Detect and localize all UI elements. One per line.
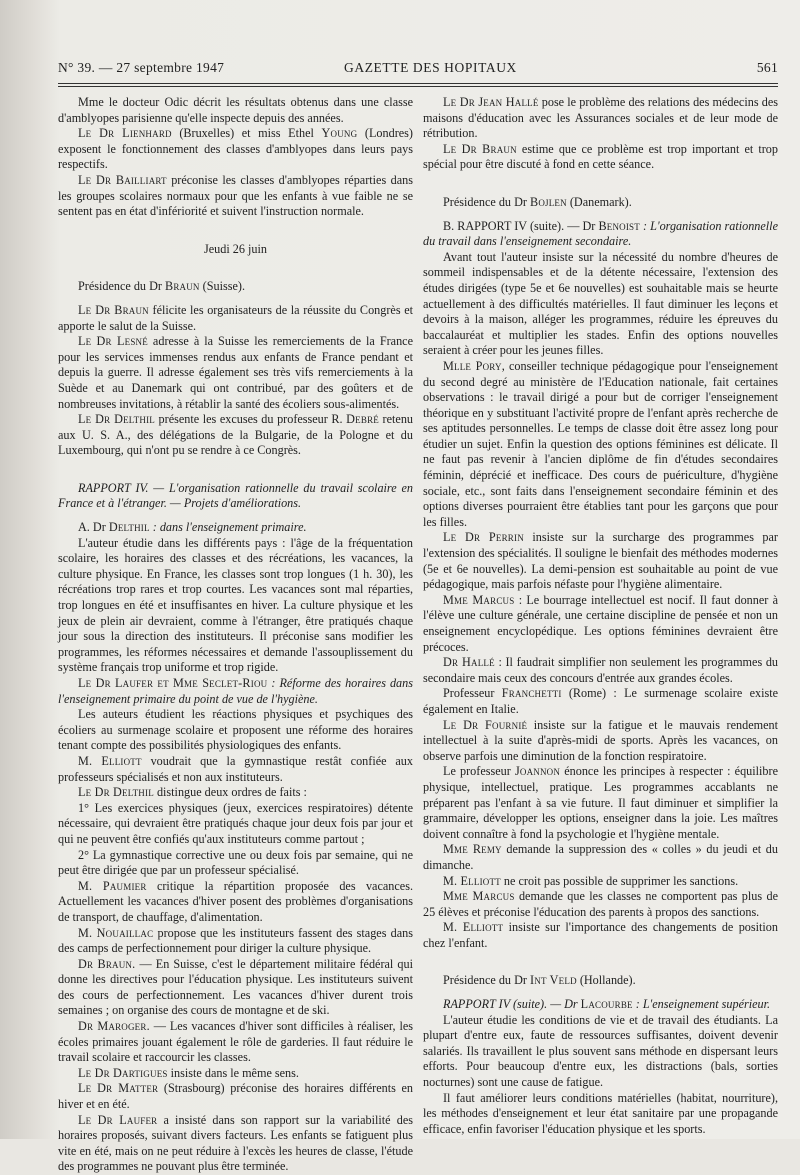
paragraph: Mme le docteur Odic décrit les résultats obtenus dans une classe d'amblyopes parisienne qu'elle inspecte depuis des années.: [58, 95, 413, 125]
paragraph: Le Dr Laufer a insisté dans son rapport sur la variabilité des horaires proposés, suivant divers facteurs. Les enfants se fatiguent plus vite en été, mais on ne peut réduire à l'excès les heures de classe, l'étude des programmes ne pouvant plus être terminée.: [58, 1112, 413, 1174]
speaker-name: Mme Marcus: [443, 889, 515, 904]
paragraph: Mme Remy demande la suppression des « colles » du jeudi et du dimanche.: [423, 842, 778, 872]
speaker-name: Debré: [346, 412, 379, 427]
speaker-name: M. Paumier: [78, 878, 147, 893]
paragraph: M. Elliott insiste sur l'importance des changements de position chez l'enfant.: [423, 920, 778, 950]
speaker-name: Le Dr Bailliart: [78, 172, 167, 187]
speaker-name: Mme Marcus: [443, 592, 515, 607]
paragraph: Le Dr Lienhard (Bruxelles) et miss Ethel Young (Londres) exposent le fonctionnement des classes d'amblyopes dans leurs pays respectifs.: [58, 126, 413, 172]
paragraph: Dr Maroger. — Les vacances d'hiver sont difficiles à réaliser, les écoles primaires jouant également le rôle de garderies. Il faut réduire le travail scolaire et raccourcir les classes.: [58, 1019, 414, 1065]
paragraph: Professeur Franchetti (Rome) : Le surmenage scolaire existe également en Italie.: [423, 686, 778, 716]
speaker-name: Le Dr Delthil: [78, 785, 154, 800]
speaker-name: M. Elliott: [78, 753, 142, 768]
paragraph: M. Paumier critique la répartition proposée des vacances. Actuellement les vacances d'hiver posent des problèmes d'organisations de transport, de chauffage, d'alimentation.: [58, 878, 413, 924]
left-column: [58, 95, 413, 1175]
speaker-name: Mlle Pory: [443, 358, 502, 373]
subsection-heading: A. Dr Delthil : dans l'enseignement primaire.: [78, 520, 307, 535]
speaker-name: Franchetti: [501, 686, 562, 701]
paragraph: L'auteur étudie les conditions de vie et de travail des étudiants. La plupart d'entre eux, faute de ressources suffisantes, doivent devenir salariés. Ils travaillent le plus souvent sans méthode en dispersant leurs efforts. Pour beaucoup d'entre eux, les distractions (bals, sorties nocturnes) sont une cause de fatigue.: [423, 1012, 778, 1090]
paragraph: Le Dr Laufer et Mme Seclet-Riou : Réforme des horaires dans l'enseignement primaire du point de vue de l'hygiène.: [58, 676, 413, 706]
speaker-name: M. Elliott: [443, 920, 504, 935]
paragraph: Le Dr Perrin insiste sur la surcharge des programmes par l'extension des spécialités. Il souligne le bienfait des méthodes modernes (5e et 6e nouvelles). La demi-pension est souhaitable au point de vue pédagogique, mais parfois néfaste pour l'hygiène alimentaire.: [423, 530, 778, 592]
speaker-name: Le Dr Delthil: [78, 412, 155, 427]
paragraph: Le professeur Joannon énonce les principes à respecter : équilibre physique, intellectuel, pratique. Les programmes accablants ne préparent pas l'enfant à sa vie future. Il faut diminuer et simplifier la grammaire, développer les options, enseigner dans la joie. Les maîtres doivent connaître à fond la psychologie et l'hygiène mentale.: [423, 764, 778, 841]
presidency-line: Présidence du Dr Braun (Suisse).: [78, 279, 245, 294]
paragraph: Il faut améliorer leurs conditions matérielles (habitat, nourriture), les méthodes d'enseignement et leur état sanitaire par une propagande efficace, enfin favoriser l'éducation physique et les sports.: [423, 1090, 778, 1136]
paragraph: Le Dr Braun félicite les organisateurs de la réussite du Congrès et apporte le salut de la Suisse.: [58, 302, 414, 333]
paragraph: 2° La gymnastique corrective une ou deux fois par semaine, qui ne peut être dirigée que par un professeur spécialisé.: [58, 847, 413, 878]
speaker-name: Le Dr Perrin: [443, 530, 524, 545]
paragraph: Le Dr Braun estime que ce problème est trop important et trop spécial pour être discuté à fond en cette séance.: [423, 141, 778, 172]
paragraph: Dr Hallé : Il faudrait simplifier non seulement les programmes du secondaire mais ceux des concours d'entrée aux grandes écoles.: [423, 655, 779, 685]
paragraph: Le Dr Delthil présente les excuses du professeur R. Debré retenu aux U. S. A., des délégations de la Bulgarie, de la Pologne et du Luxembourg, qui n'ont pu se rendre à ce Congrès.: [58, 412, 414, 458]
running-header: [58, 58, 778, 80]
speaker-name: Joannon: [514, 764, 561, 779]
speaker-name: Dr Hallé: [443, 655, 495, 670]
paragraph: Mlle Pory, conseiller technique pédagogique pour l'enseignement du second degré au ministère de l'Education nationale, fait certaines observations : le travail dirigé a pour but de corriger l'enseignement théorique en y substituant l'activité propre de l'enfant après recherche de ses aptitudes personnelles. Le temps de classe doit être assez long pour étudier un sujet. Enfin la question des options féminines est délicate. Il ne faut pas revenir à l'ancien diplôme de fin d'études secondaires féminin, déprécié et inefficace. Des cours de puériculture, d'hygiène sociale, etc., sont faits dans l'enseignement secondaire féminin et des options diverses pourraient être établies tant pour les garçons que pour les filles.: [423, 358, 778, 529]
speaker-name: M. Elliott: [443, 873, 501, 888]
speaker-name: Le Dr Braun: [443, 141, 517, 156]
speaker-name: M. Nouaillac: [78, 925, 154, 940]
report-heading: RAPPORT IV. — L'organisation rationnelle du travail scolaire en France et à l'étranger. — Projets d'améliorations.: [58, 480, 413, 511]
paragraph: Les auteurs étudient les réactions physiques et psychiques des écoliers au surmenage scolaire et proposent une réforme des horaires tenant compte des possibilités physiologiques des enfants.: [58, 707, 413, 753]
header-rule-thin: [58, 86, 778, 87]
subsection-heading: RAPPORT IV (suite). — Dr Lacourbe : L'enseignement supérieur.: [443, 997, 771, 1012]
right-column: [423, 95, 778, 1137]
speaker-name: Le Dr Braun: [78, 302, 149, 317]
speaker-name: Le Dr Matter: [78, 1081, 159, 1096]
speaker-name: Dr Maroger.: [78, 1019, 150, 1034]
paragraph: Le Dr Matter (Strasbourg) préconise des horaires différents en hiver et en été.: [58, 1081, 413, 1112]
speaker-name: Le Dr Lesné: [78, 334, 148, 349]
paragraph: M. Elliott ne croit pas possible de supprimer les sanctions.: [443, 873, 739, 888]
paragraph: Le Dr Dartigues insiste dans le même sens.: [78, 1065, 299, 1080]
paragraph: Avant tout l'auteur insiste sur la nécessité du nombre d'heures de sommeil indispensables et de la détente nécessaire, l'extension des études dirigées (type 5e et 6e nouvelles) est souhaitable mais se heurte actuellement à des difficultés matérielles. Il faut diminuer les leçons et devoirs à la maison, alléger les programmes, réduire les épreuves du baccalauréat et multiplier les stades. Enfin des options nouvelles seraient à créer pour les jeunes filles.: [423, 249, 778, 358]
paragraph: 1° Les exercices physiques (jeux, exercices respiratoires) détente nécessaire, qui devraient être pratiqués chaque jour deux fois par jour et qui ne peuvent être confiés qu'aux instituteurs comme partout ;: [58, 800, 413, 846]
paragraph: Le Dr Bailliart préconise les classes d'amblyopes réparties dans les groupes scolaires normaux pour que les enfants à vue faible ne se sentent pas en état d'infériorité et suivent l'instruction normale.: [58, 172, 413, 219]
page-number: 561: [756, 60, 778, 75]
header-rule-thick: [58, 83, 778, 84]
speaker-name: Young: [321, 126, 358, 141]
subsection-heading: B. RAPPORT IV (suite). — Dr Benoist : L'organisation rationnelle du travail dans l'enseignement secondaire.: [423, 218, 778, 249]
paragraph: Mme Marcus demande que les classes ne comportent pas plus de 25 élèves et préconise l'éducation des parents à propos des sanctions.: [423, 889, 778, 919]
speaker-name: Le Dr Laufer: [78, 1112, 158, 1127]
speaker-name: Le Dr Lienhard: [78, 126, 172, 141]
paragraph: Mme Marcus : Le bourrage intellectuel est nocif. Il faut donner à l'élève une culture générale, une certaine discipline de pensée et non un enseignement encyclopédique. Les options féminines devraient être précoces.: [423, 592, 779, 654]
speaker-name: Le Dr Fournié: [443, 717, 528, 732]
session-date: Jeudi 26 juin: [204, 241, 267, 256]
paragraph: Le Dr Lesné adresse à la Suisse les remerciements de la France pour les services immenses rendus aux enfants de France pendant et depuis la guerre. Il adresse également ses très vifs remerciements à la Suède et au Danemark qui ont contribué, par des goûters et de nombreuses invitations, à rétablir la santé des écoliers sous-alimentés.: [58, 334, 413, 411]
speaker-name: Le Dr Dartigues: [78, 1065, 168, 1080]
paragraph: Le Dr Delthil distingue deux ordres de faits :: [78, 785, 307, 800]
speaker-name: Dr Braun.: [78, 956, 136, 971]
journal-title: GAZETTE DES HOPITAUX: [344, 60, 517, 75]
paragraph: M. Nouaillac propose que les instituteurs fassent des stages dans des camps de perfectionnement pour diriger la culture physique.: [58, 925, 413, 956]
speaker-name: Le Dr Laufer et Mme Seclet-Riou: [78, 676, 268, 690]
issue-info: N° 39. — 27 septembre 1947: [58, 60, 225, 75]
speaker-name: Le Dr Jean Hallé: [443, 95, 539, 109]
presidency-line: Présidence du Dr Int Veld (Hollande).: [443, 973, 636, 988]
paragraph: M. Elliott voudrait que la gymnastique restât confiée aux professeurs spécialisés et non aux instituteurs.: [58, 753, 413, 784]
paragraph: Le Dr Jean Hallé pose le problème des relations des médecins des maisons d'éducation avec les Assurances sociales et de leur mode de rétribution.: [423, 95, 778, 141]
speaker-name: Mme Remy: [443, 842, 502, 857]
presidency-line: Présidence du Dr Bojlen (Danemark).: [443, 194, 632, 209]
paragraph: Dr Braun. — En Suisse, c'est le département militaire fédéral qui donne les directives pour l'éducation physique. Les instituteurs suivent des cours de perfectionnement. Les vacances d'hiver durent trois semaines ; on organise des cours de montagne et de ski.: [58, 956, 413, 1018]
paragraph: Le Dr Fournié insiste sur la fatigue et le mauvais rendement intellectuel à la suite d'après-midi de sports. Après les vacances, on observe parfois une diminution de la fonction respiratoire.: [423, 717, 778, 763]
paragraph: L'auteur étudie dans les différents pays : l'âge de la fréquentation scolaire, les horaires des classes et des récréations, les vacances, la culture physique. En France, les classes sont trop longues (1 h. 30), les récréations trop rares et trop courtes. Les vacances sont mal réparties, trop longues en été et insuffisantes en hiver. La culture physique et les jeux de plein air devraient, comme à l'étranger, être pratiqués chaque jour sous la direction des instituteurs. Il préconise sans modifier les programmes, les réformes nécessaires et demande l'assouplissement du système français trop uniforme et trop rigide.: [58, 535, 413, 675]
